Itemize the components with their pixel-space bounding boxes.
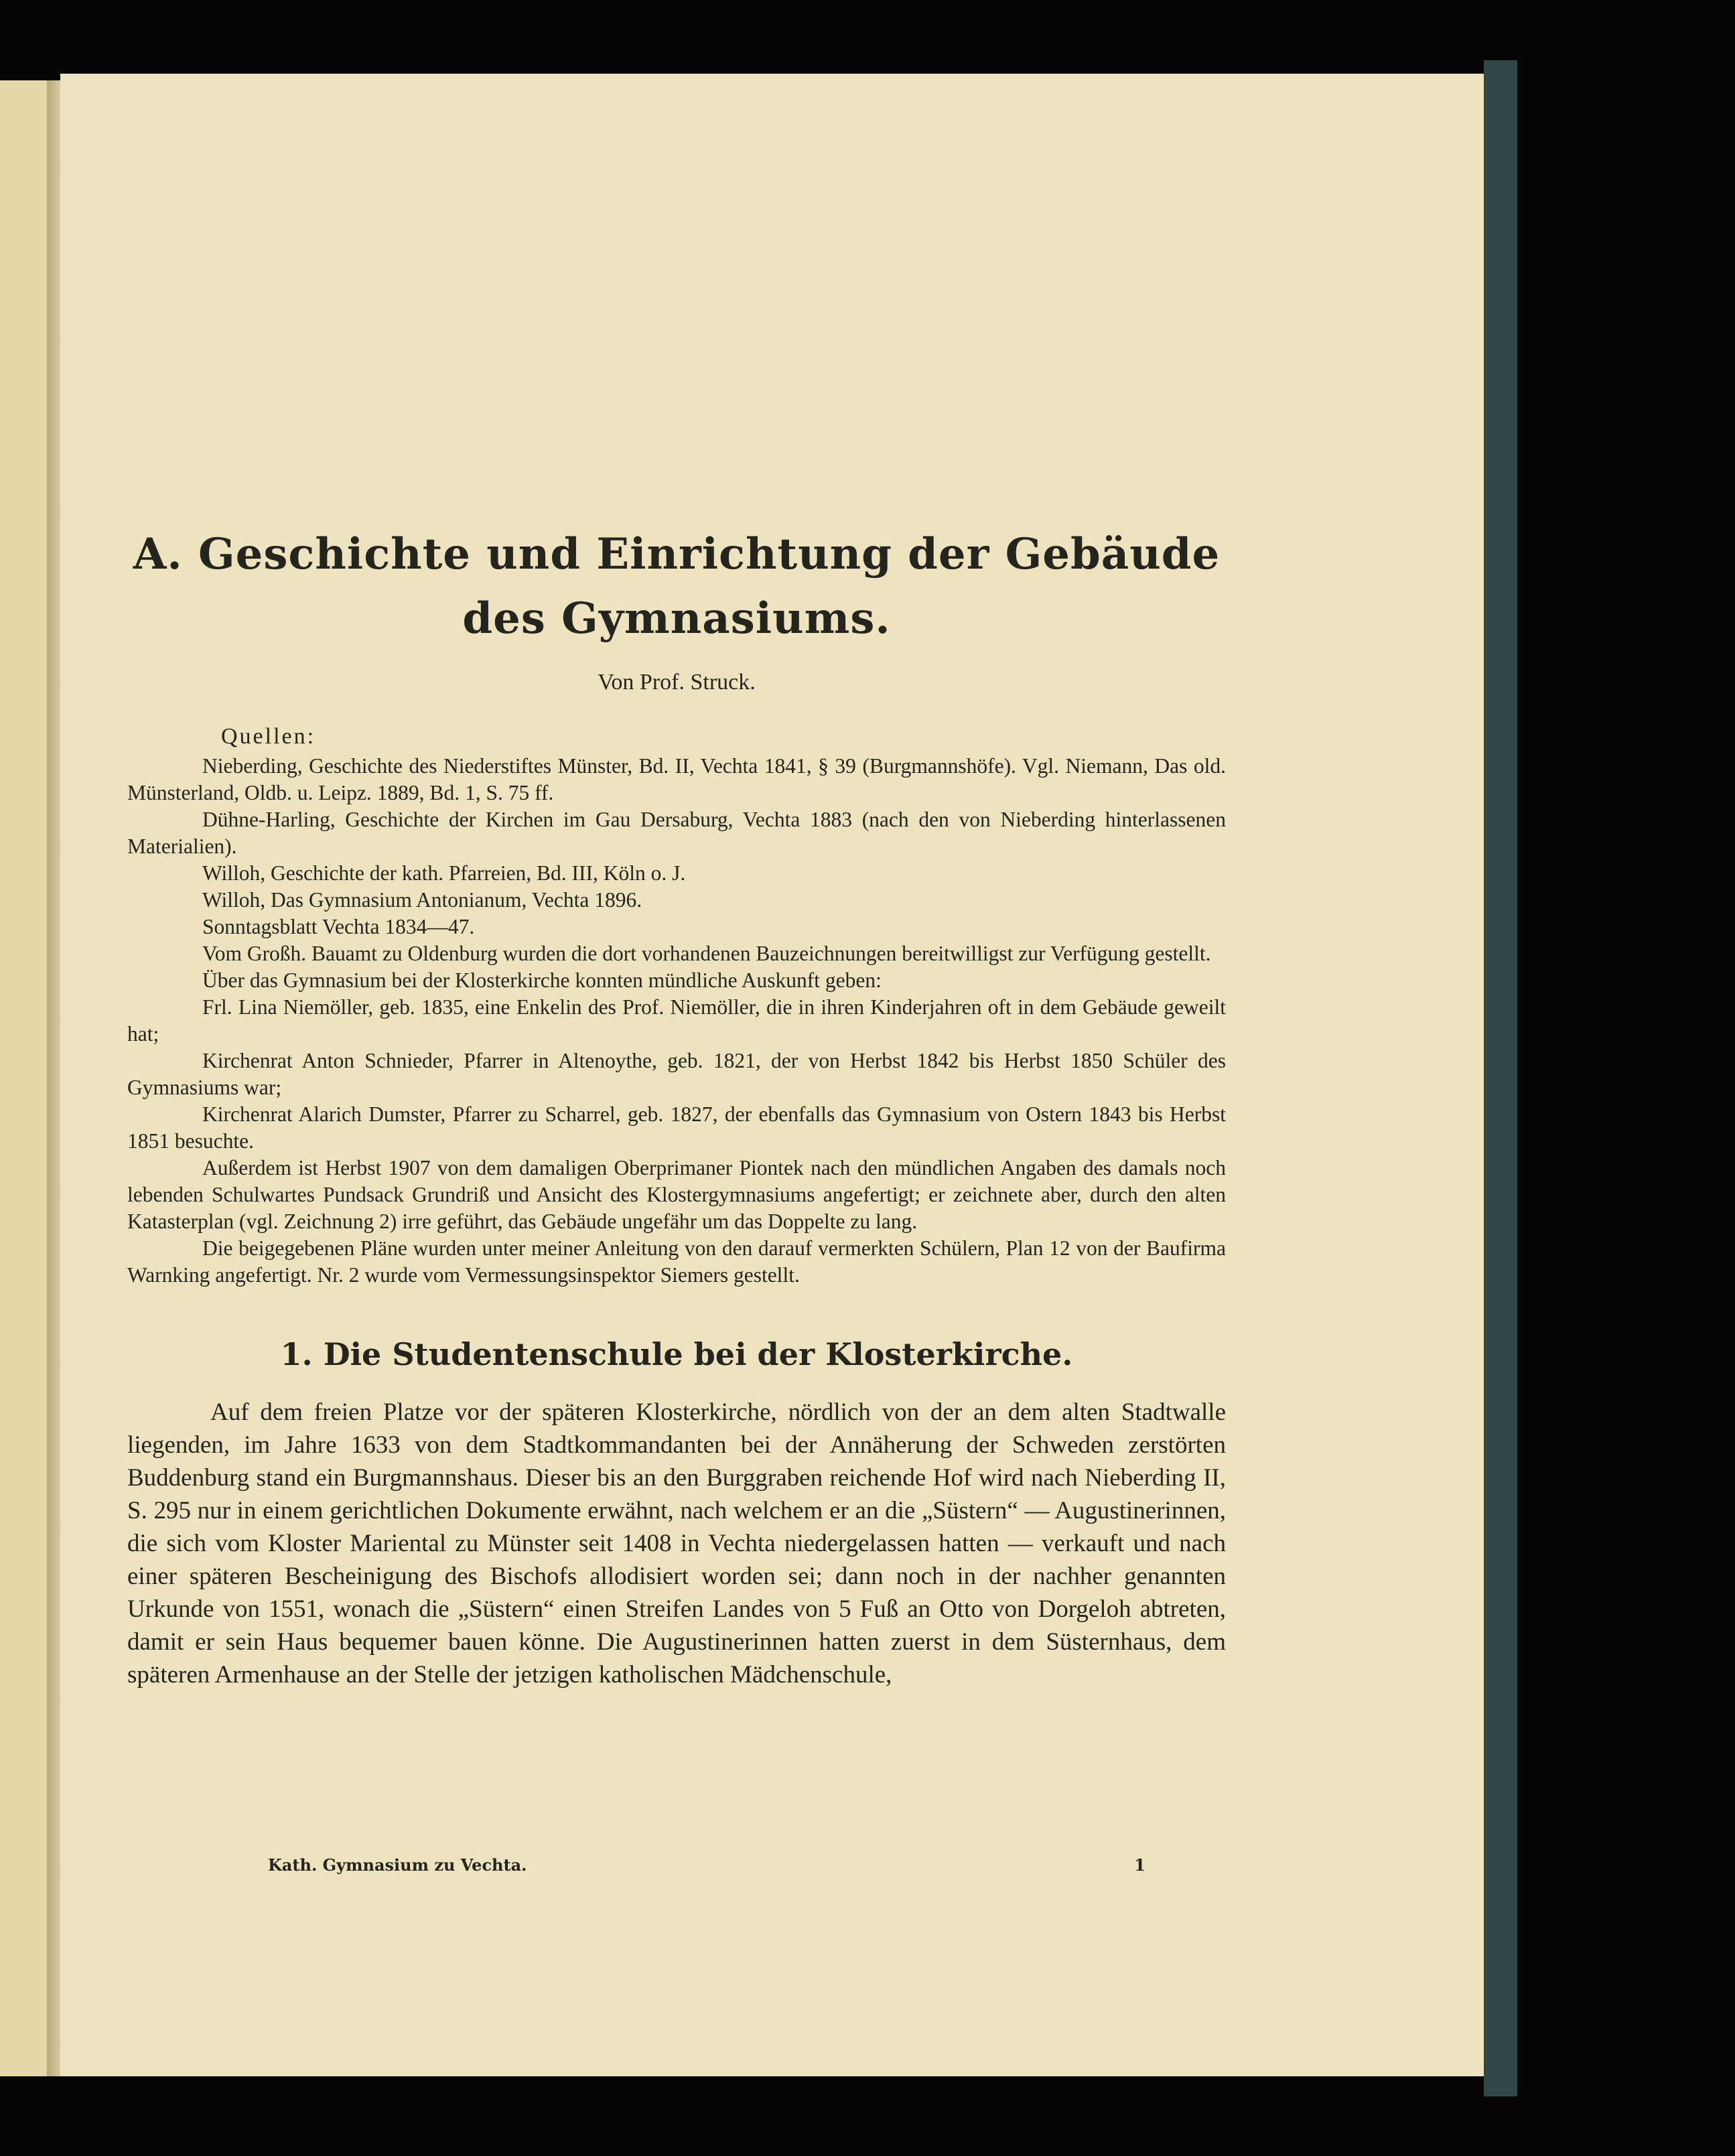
source-entry: Willoh, Das Gymnasium Antonianum, Vechta 1896.	[202, 888, 642, 912]
author-line: Von Prof. Struck.	[598, 670, 756, 695]
chapter-heading-line-2: des Gymnasiums.	[462, 593, 891, 644]
source-entry: Über das Gymnasium bei der Klosterkirche konnten mündliche Auskunft geben:	[202, 968, 882, 992]
source-entry: Willoh, Geschichte der kath. Pfarreien, Bd. III, Köln o. J.	[202, 861, 686, 885]
page-content	[127, 522, 1226, 1691]
sources-label: Quellen:	[221, 724, 316, 749]
footer-sheet-number: 1	[1134, 1855, 1146, 1875]
source-entry: Vom Großh. Bauamt zu Oldenburg wurden die dort vorhandenen Bauzeichnungen bereitwilligst zur Verfügung gestellt.	[202, 942, 1211, 965]
source-entry: Nieberding, Geschichte des Niederstiftes Münster, Bd. II, Vechta 1841, § 39 (Burgmannshöfe). Vgl. Niemann, Das old. Münsterland, Oldb. u. Leipz. 1889, Bd. 1, S. 75 ff.	[127, 754, 1226, 804]
source-entry: Sonntagsblatt Vechta 1834—47.	[202, 915, 475, 938]
source-entry: Die beigegebenen Pläne wurden unter meiner Anleitung von den darauf vermerkten Schülern, Plan 12 von der Baufirma Warnking angefertigt. Nr. 2 wurde vom Vermessungsinspektor Siemers gestellt.	[127, 1236, 1226, 1287]
book-gutter	[47, 80, 60, 2076]
source-entry: Außerdem ist Herbst 1907 von dem damaligen Oberprimaner Piontek nach den mündlichen Angaben des damals noch lebenden Schulwartes Pundsack Grundriß und Ansicht des Klostergymnasiums angefertigt; er zeichnete aber, durch den alten Katasterplan (vgl. Zeichnung 2) irre geführt, das Gebäude ungefähr um das Doppelte zu lang.	[127, 1156, 1226, 1233]
section-heading: 1. Die Studentenschule bei der Klosterkirche.	[280, 1336, 1073, 1372]
book-cover-edge	[1484, 60, 1517, 2096]
source-entry: Kirchenrat Alarich Dumster, Pfarrer zu Scharrel, geb. 1827, der ebenfalls das Gymnasium von Ostern 1843 bis Herbst 1851 besuchte.	[127, 1102, 1226, 1153]
source-entry: Frl. Lina Niemöller, geb. 1835, eine Enkelin des Prof. Niemöller, die in ihren Kinderjahren oft in dem Gebäude geweilt hat;	[127, 995, 1226, 1046]
chapter-heading-line-1: A. Geschichte und Einrichtung der Gebäude	[133, 529, 1221, 579]
chapter-heading	[127, 522, 1226, 651]
source-entry: Kirchenrat Anton Schnieder, Pfarrer in Altenoythe, geb. 1821, der von Herbst 1842 bis Herbst 1850 Schüler des Gymnasiums war;	[127, 1049, 1226, 1099]
source-entry: Dühne-Harling, Geschichte der Kirchen im Gau Dersaburg, Vechta 1883 (nach den von Nieberding hinterlassenen Materialien).	[127, 808, 1226, 858]
footer-signature: Kath. Gymnasium zu Vechta.	[268, 1855, 527, 1875]
body-paragraph: Auf dem freien Platze vor der späteren Klosterkirche, nördlich von der an dem alten Stadtwalle liegenden, im Jahre 1633 von dem Stadtkommandanten bei der Annäherung der Schweden zerstörten Buddenburg stand ein Burgmannshaus. Dieser bis an den Burggraben reichende Hof wird nach Nieberding II, S. 295 nur in einem gerichtlichen Dokumente erwähnt, nach welchem er an die „Süstern“ — Augustinerinnen, die sich vom Kloster Mariental zu Münster seit 1408 in Vechta niedergelassen hatten — verkauft und nach einer späteren Bescheinigung des Bischofs allodisiert worden sei; dann noch in der nachher genannten Urkunde von 1551, wonach die „Süstern“ einen Streifen Landes von 5 Fuß an Otto von Dorgeloh abtreten, damit er sein Haus bequemer bauen könne. Die Augustinerinnen hatten zuerst in dem Süsternhaus, dem späteren Armenhause an der Stelle der jetzigen katholischen Mädchenschule,	[127, 1398, 1226, 1688]
left-page-edge	[0, 80, 47, 2076]
sources-list	[127, 753, 1226, 1289]
